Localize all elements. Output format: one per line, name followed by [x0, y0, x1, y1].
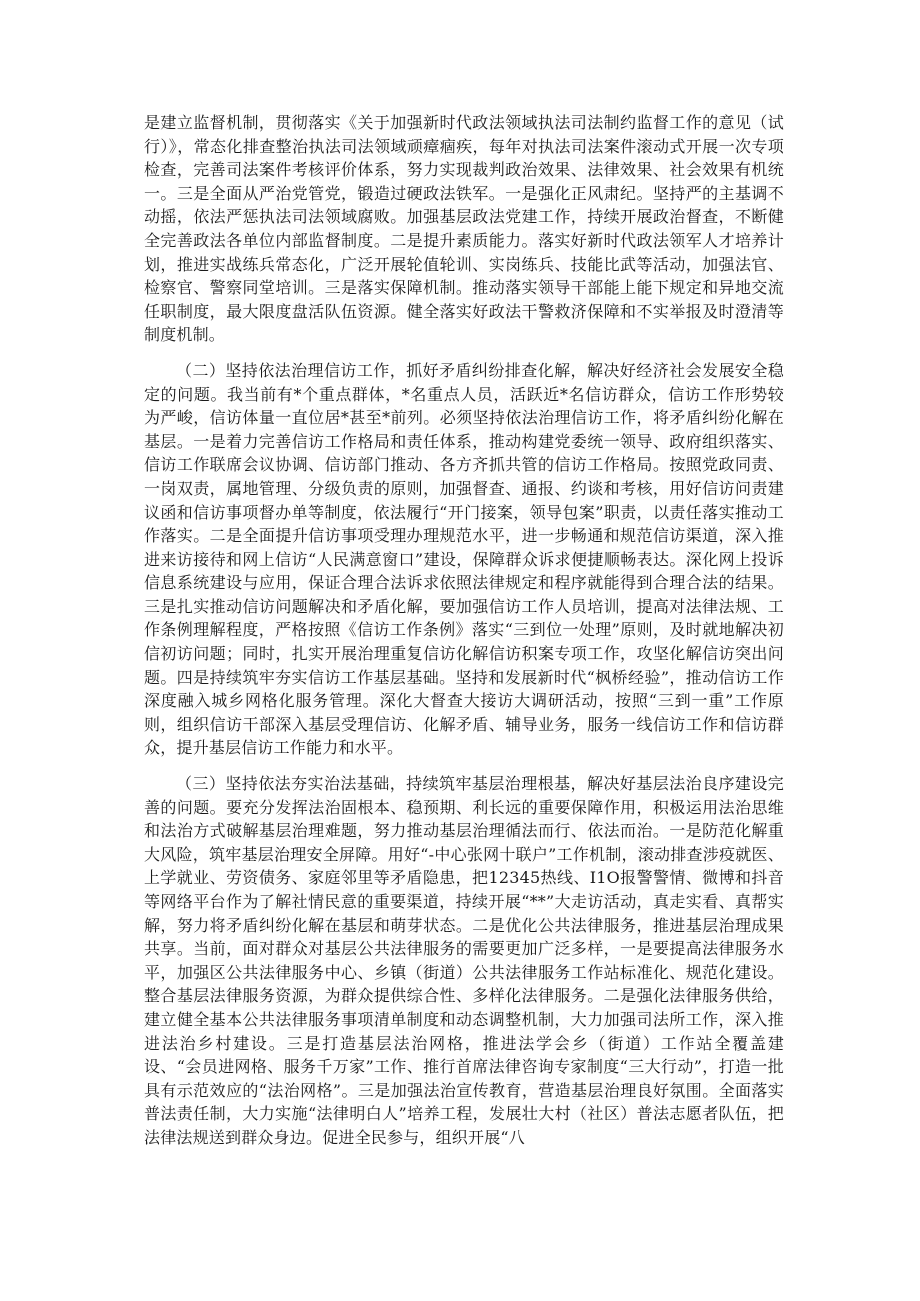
paragraph-section-2: （二）坚持依法治理信访工作，抓好矛盾纠纷排查化解，解决好经济社会发展安全稳定的问题。我当前有*个重点群体，*名重点人员，活跃近*名信访群众，信访工作形势较为严峻，信访体量一直位居*甚至*前列。必须坚持依法治理信访工作，将矛盾纠纷化解在基层。一是着力完善信访工作格局和责任体系，推动构建党委统一领导、政府组织落实、信访工作联席会议协调、信访部门推动、各方齐抓共管的信访工作格局。按照党政同责、一岗双责，属地管理、分级负责的原则，加强督查、通报、约谈和考核，用好信访问责建议函和信访事项督办单等制度，依法履行“开门接案，领导包案”职责，以责任落实推动工作落实。二是全面提升信访事项受理办理规范水平，进一步畅通和规范信访渠道，深入推进来访接待和网上信访“人民满意窗口”建设，保障群众诉求便捷顺畅表达。深化网上投诉信息系统建设与应用，保证合理合法诉求依照法律规定和程序就能得到合理合法的结果。三是扎实推动信访问题解决和矛盾化解，要加强信访工作人员培训，提高对法律法规、工作条例理解程度，严格按照《信访工作条例》落实“三到位一处理”原则，及时就地解决初信初访问题；同时，扎实开展治理重复信访化解信访积案专项工作，攻坚化解信访突出问题。四是持续筑牢夯实信访工作基层基础。坚持和发展新时代“枫桥经验”，推动信访工作深度融入城乡网格化服务管理。深化大督查大接访大调研活动，按照“三到一重”工作原则，组织信访干部深入基层受理信访、化解矛盾、辅导业务，服务一线信访工作和信访群众，提升基层信访工作能力和水平。 [144, 360, 784, 758]
document-body [144, 111, 784, 1150]
paragraph-section-3: （三）坚持依法夯实治法基础，持续筑牢基层治理根基，解决好基层法治良序建设完善的问题。要充分发挥法治固根本、稳预期、利长远的重要保障作用，积极运用法治思维和法治方式破解基层治理难题，努力推动基层治理循法而行、依法而治。一是防范化解重大风险，筑牢基层治理安全屏障。用好“-中心张网十联户”工作机制，滚动排查涉疫就医、上学就业、劳资债务、家庭邻里等矛盾隐患，把12345热线、I1O报警警情、微博和抖音等网络平台作为了解社情民意的重要渠道，持续开展“**”大走访活动，真走实看、真帮实解，努力将矛盾纠纷化解在基层和萌芽状态。二是优化公共法律服务，推进基层治理成果共享。当前，面对群众对基层公共法律服务的需要更加广泛多样，一是要提高法律服务水平，加强区公共法律服务中心、乡镇（街道）公共法律服务工作站标准化、规范化建设。整合基层法律服务资源，为群众提供综合性、多样化法律服务。二是强化法律服务供给，建立健全基本公共法律服务事项清单制度和动态调整机制，大力加强司法所工作，深入推进法治乡村建设。三是打造基层法治网格，推进法学会乡（街道）工作站全覆盖建设、“会员进网格、服务千万家”工作、推行首席法律咨询专家制度“三大行动”，打造一批具有示范效应的“法治网格”。三是加强法治宣传教育，营造基层治理良好氛围。全面落实普法责任制，大力实施“法律明白人”培养工程，发展壮大村（社区）普法志愿者队伍，把法律法规送到群众身边。促进全民参与，组织开展“八 [144, 774, 784, 1147]
paragraph-continuation: 是建立监督机制，贯彻落实《关于加强新时代政法领域执法司法制约监督工作的意见（试行）》，常态化排查整治执法司法领域顽瘴痼疾，每年对执法司法案件滚动式开展一次专项检查，完善司法案件考核评价体系，努力实现裁判政治效果、法律效果、社会效果有机统一。三是全面从严治党管党，锻造过硬政法铁军。一是强化正风肃纪。坚持严的主基调不动摇，依法严惩执法司法领域腐败。加强基层政法党建工作，持续开展政治督查，不断健全完善政法各单位内部监督制度。二是提升素质能力。落实好新时代政法领军人才培养计划，推进实战练兵常态化，广泛开展轮值轮训、实岗练兵、技能比武等活动，加强法官、检察官、警察同堂培训。三是落实保障机制。推动落实领导干部能上能下规定和异地交流任职制度，最大限度盘活队伍资源。健全落实好政法干警救济保障和不实举报及时澄清等制度机制。 [144, 113, 784, 345]
